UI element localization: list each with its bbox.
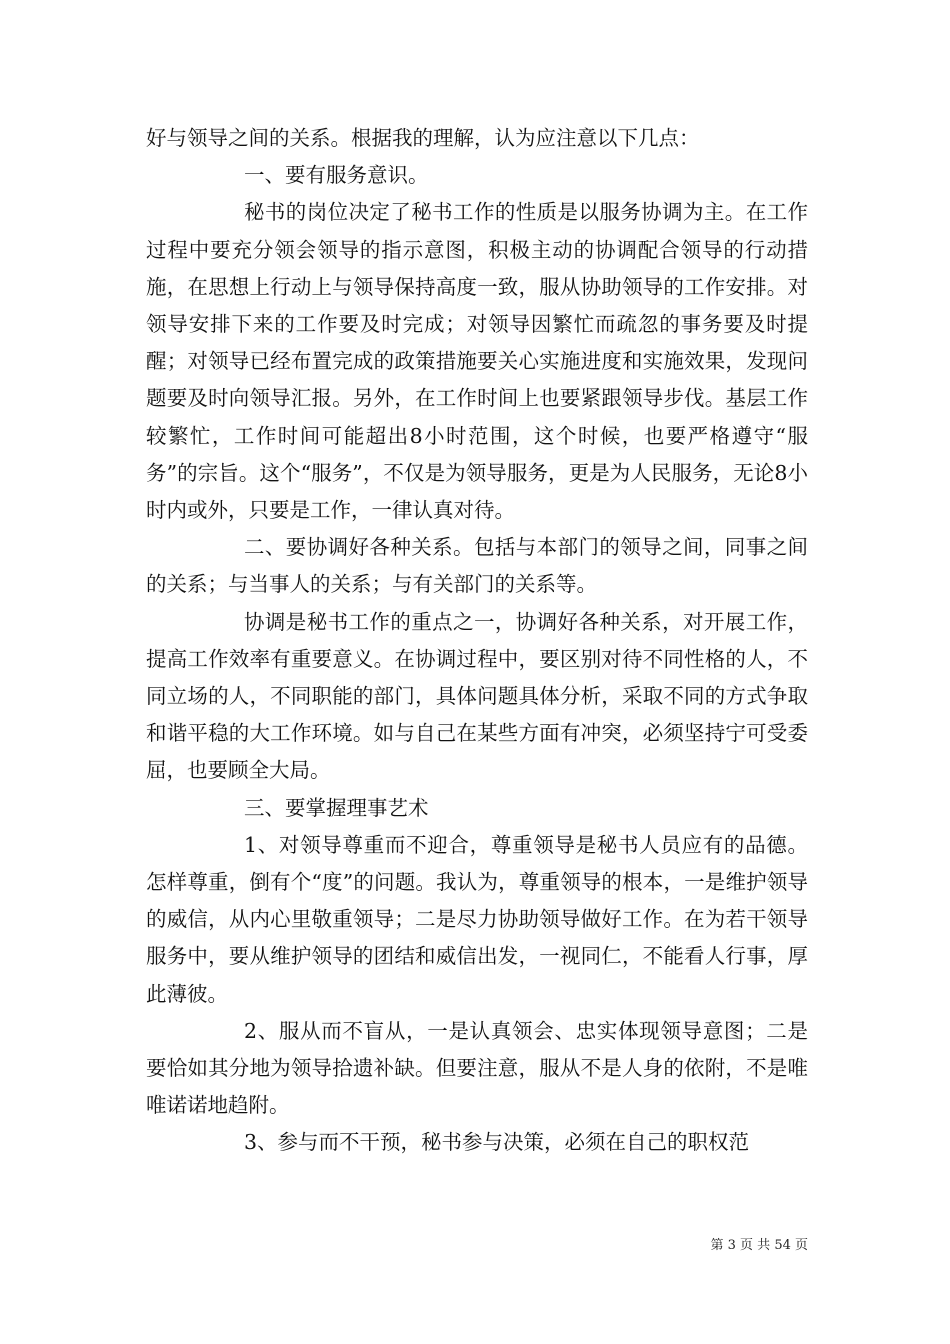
heading-service-awareness: 一、要有服务意识。 [244,163,429,188]
paragraph-point-2: 2、服从而不盲从，一是认真领会、忠实体现领导意图；二是要恰如其分地为领导拾遗补缺。但要注意，服从不是人身的依附，不是唯唯诺诺地趋附。 [146,1018,808,1118]
heading-management-art: 三、要掌握理事艺术 [244,795,429,820]
paragraph-service: 秘书的岗位决定了秘书工作的性质是以服务协调为主。在工作过程中要充分领会领导的指示意图，积极主动的协调配合领导的行动措施，在思想上行动上与领导保持高度一致，服从协助领导的工作安排。对领导安排下来的工作要及时完成；对领导因繁忙而疏忽的事务要及时提醒；对领导已经布置完成的政策措施要关心实施进度和实施效果，发现问题要及时向领导汇报。另外，在工作时间上也要紧跟领导步伐。基层工作较繁忙，工作时间可能超出8小时范围，这个时候，也要严格遵守“服务”的宗旨。这个“服务”，不仅是为领导服务，更是为人民服务，无论8小时内或外，只要是工作，一律认真对待。 [146,200,808,523]
paragraph-coordination: 协调是秘书工作的重点之一，协调好各种关系，对开展工作，提高工作效率有重要意义。在协调过程中，要区别对待不同性格的人，不同立场的人，不同职能的部门，具体问题具体分析，采取不同的方式争取和谐平稳的大工作环境。如与自己在某些方面有冲突，必须坚持宁可受委屈，也要顾全大局。 [146,609,808,783]
paragraph-point-3: 3、参与而不干预，秘书参与决策，必须在自己的职权范 [244,1130,750,1155]
paragraph-intro: 好与领导之间的关系。根据我的理解，认为应注意以下几点： [146,126,700,150]
heading-coordinate-relations: 二、要协调好各种关系。包括与本部门的领导之间，同事之间的关系；与当事人的关系；与有关部门的关系等。 [146,535,808,597]
document-body [146,120,808,1162]
paragraph-point-1: 1、对领导尊重而不迎合，尊重领导是秘书人员应有的品德。怎样尊重，倒有个“度”的问题。我认为，尊重领导的根本，一是维护领导的威信，从内心里敬重领导；二是尽力协助领导做好工作。在为若干领导服务中，要从维护领导的团结和威信出发，一视同仁，不能看人行事，厚此薄彼。 [146,832,808,1006]
page-number: 第 3 页 共 54 页 [710,1238,808,1253]
